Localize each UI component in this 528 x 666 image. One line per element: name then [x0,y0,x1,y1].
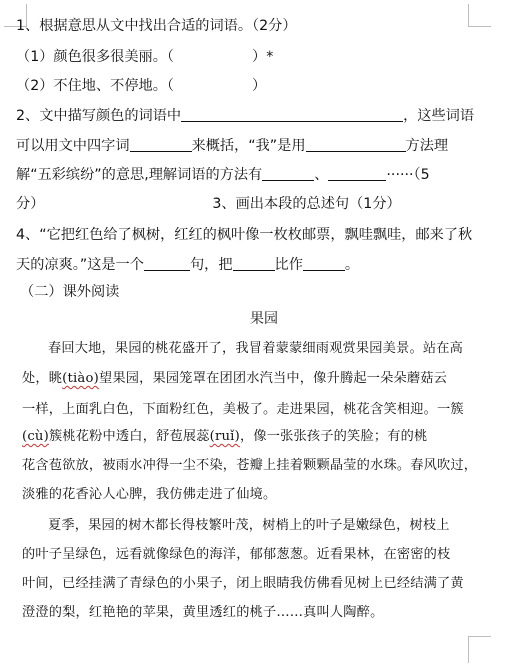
question-4-line-2 [16,255,359,275]
question-1-sub-1-close: ）* [252,49,274,65]
crop-mark-bottom-right [468,636,491,663]
pinyin-annotation: (tiào) [62,371,99,386]
question-2-text: 方法理 [405,138,449,154]
question-2-text: 2、文中描写颜色的词语中 [16,108,182,124]
question-1-sub-2-close: ） [252,78,267,94]
answer-blank[interactable] [233,255,275,271]
answer-blank[interactable] [130,136,192,152]
answer-blank[interactable] [303,255,345,271]
question-4-text: 天的凉爽。”这是一个 [16,257,144,273]
answer-blank[interactable] [181,106,403,122]
answer-blank[interactable] [262,165,314,181]
question-4-text: 比作 [274,257,303,273]
answer-blank[interactable] [306,136,406,152]
question-4-line-1 [16,225,472,245]
question-1-sub-2-text: （2）不住地、不停地。（ [16,78,174,94]
question-2-text: 可以用文中四字词 [16,138,130,154]
question-2-text: ······（5 [386,167,430,183]
question-3-text: 3、画出本段的总述句（1分） [212,196,401,212]
question-2-line-2 [16,136,448,156]
question-2-text: 解“五彩缤纷”的意思,理解词语的方法有 [16,167,263,183]
article-paragraph-1-line: 淡雅的花香沁人心脾，我仿佛走进了仙境。 [22,487,277,502]
question-1-sub-1 [16,47,273,67]
article-text: 簇桃花粉中透白，舒苞展蕊 [48,429,210,444]
section-heading-text: （二）课外阅读 [20,284,120,300]
article-paragraph-1-line [22,427,472,447]
article-paragraph-1-line: 春回大地，果园的桃花盛开了，我冒着蒙蒙细雨观赏果园美景。站在高 [48,341,464,356]
question-1-sub-2 [16,76,266,96]
article-text: ，像一张张孩子的笑脸；有的桃 [239,429,428,444]
question-2-text: ，这些词语 [403,108,475,124]
article-paragraph-2-line: 叶间，已经挂满了青绿色的小果子，闭上眼睛我仿佛看见树上已经结满了黄 [22,576,464,591]
pinyin-annotation: (ruǐ) [209,429,240,444]
question-4-text: 。 [344,257,360,273]
question-4-text: 句，把 [189,257,233,273]
question-2-line-4 [16,194,401,214]
article-paragraph-1-line [22,369,472,389]
article-title: 果园 [250,311,278,327]
article-paragraph-1-line: 一样，上面乳白色，下面粉红色，美极了。走进果园，桃花含笑相迎。一簇 [22,402,464,417]
article-text: 望果园，果园笼罩在团团水汽当中，像升腾起一朵朵蘑菇云 [98,371,448,386]
article-text: 处，眺 [22,371,63,386]
question-2-text: 来概括，“我”是用 [191,138,306,154]
question-2-line-3 [16,165,430,185]
question-1 [16,16,297,36]
question-1-sub-1-text: （1）颜色很多很美丽。（ [16,49,174,65]
question-4-text: 4、“它把红色给了枫树，红红的枫叶像一枚枚邮票，飘哇飘哇，邮来了秋 [16,227,473,243]
crop-mark-top-right [468,4,491,27]
article-paragraph-2-line: 夏季，果园的树木都长得枝繁叶茂，树梢上的叶子是嫩绿色，树枝上 [48,518,450,533]
article-paragraph-1-line: 花含苞欲放，被雨水冲得一尘不染，苍瓣上挂着颗颗晶莹的水珠。春风吹过， [22,458,478,473]
article-paragraph-2-line: 的叶子呈绿色，远看就像绿色的海洋，郁郁葱葱。近看果林，在密密的枝 [22,547,451,562]
question-2-text: 分） [16,196,45,212]
article-paragraph-2-line: 澄澄的梨，红艳艳的苹果，黄里透红的桃子……真叫人陶醉。 [22,605,384,620]
pinyin-annotation: (cù) [22,429,49,444]
answer-blank[interactable] [144,255,190,271]
section-heading [20,282,119,302]
answer-blank[interactable] [328,165,386,181]
question-2-text: 、 [314,167,329,183]
question-2-line-1 [16,106,474,126]
question-1-text: 1、根据意思从文中找出合适的词语。（2分） [16,18,297,34]
